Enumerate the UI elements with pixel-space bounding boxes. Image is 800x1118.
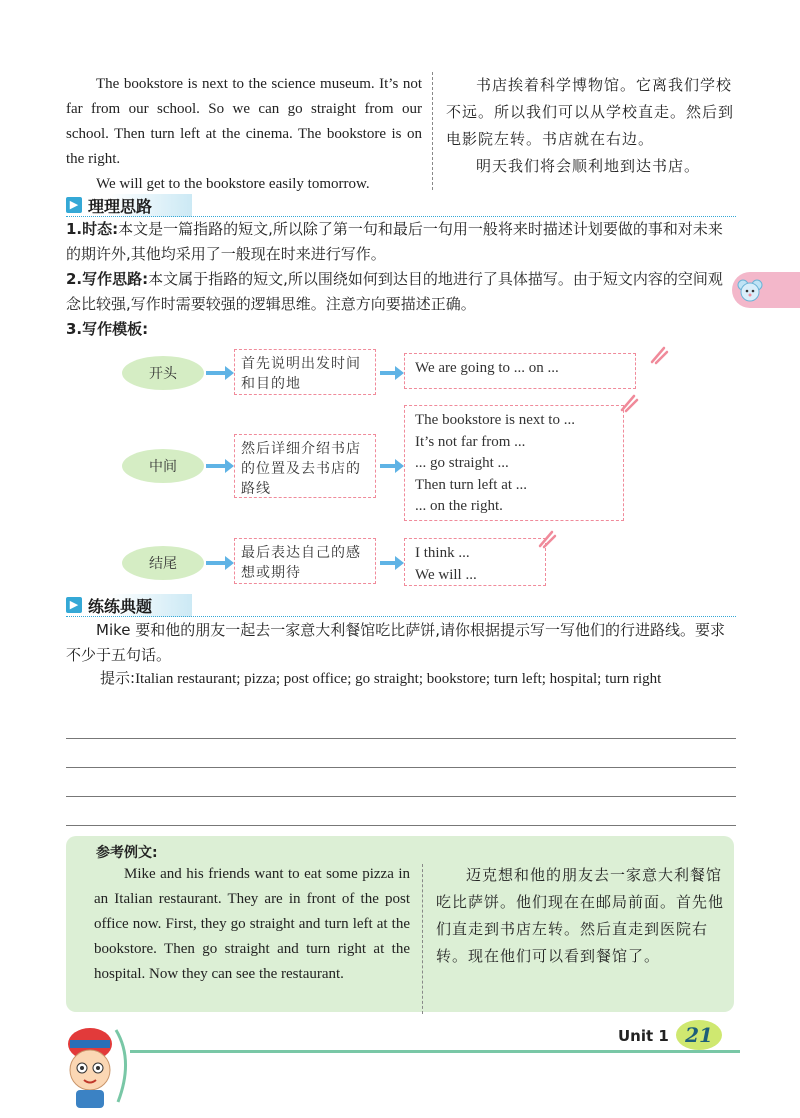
template-phrase: The bookstore is next to ... [415,412,575,428]
section-heading-think [66,194,192,216]
mouse-icon [736,276,764,304]
template-phrase: It’s not far from ... [415,433,526,450]
sample-chinese [436,862,726,970]
practice-prompt [66,618,736,668]
writing-line[interactable] [66,825,736,826]
hint-text: Italian restaurant; pizza; post office; go straight; bookstore; turn left; hospital; turn right [135,671,662,687]
writing-line[interactable] [66,738,736,739]
stage-ending: 结尾 [122,546,204,580]
think-item-2-label: 2.写作思路: [66,270,149,288]
top-english-paragraph-2: We will get to the bookstore easily tomorrow. [96,176,370,192]
sample-english [94,862,410,987]
think-item-1-label: 1.时态: [66,220,119,238]
top-divider [432,72,433,190]
arrow-right-icon [380,561,396,565]
arrow-right-icon [206,464,226,468]
section-title-think: 理理思路 [88,194,192,217]
arrow-right-icon [206,561,226,565]
think-content [66,217,736,342]
template-phrase: ... on the right. [415,498,503,514]
top-passage-chinese [446,72,736,180]
stage-opening-english [404,353,636,389]
template-phrase: ... go straight ... [415,455,509,471]
top-chinese-paragraph-2: 明天我们将会顺利地到达书店。 [476,157,701,175]
sample-chinese-text: 迈克想和他的朋友去一家意大利餐馆吃比萨饼。他们现在在邮局前面。首先他们直走到书店左转。然后直走到医院右转。现在他们可以看到餐馆了。 [436,866,725,965]
chevron-right-icon: ▶ [66,197,82,213]
template-phrase: We will ... [415,566,477,583]
stage-middle-english [404,405,624,521]
stage-middle: 中间 [122,449,204,483]
think-item-2 [66,267,736,317]
chevron-right-icon: ▶ [66,597,82,613]
stage-ending-description: 最后表达自己的感想或期待 [234,538,376,584]
arrow-right-icon [380,371,396,375]
think-item-3-label: 3.写作模板: [66,320,149,338]
top-passage-english [66,72,422,197]
writing-line[interactable] [66,796,736,797]
think-item-1-text: 本文是一篇指路的短文,所以除了第一句和最后一句用一般将来时描述计划要做的事和对未来的期许外,其他均采用了一般现在时来进行写作。 [66,220,723,263]
stage-opening: 开头 [122,356,204,390]
sample-divider [422,864,423,1014]
paperclip-icon [648,344,670,366]
practice-hint [100,666,736,692]
section-title-practice: 练练典题 [88,594,192,617]
template-phrase: I think ... [415,545,470,561]
stage-opening-description: 首先说明出发时间和目的地 [234,349,376,395]
page-number: 21 [676,1020,722,1050]
cartoon-mascot-icon [56,1010,136,1110]
think-item-3 [66,317,736,342]
hint-label: 提示: [100,669,136,687]
top-chinese-paragraph-1: 书店挨着科学博物馆。它离我们学校不远。所以我们可以从学校直走。然后到电影院左转。书店就在右边。 [446,76,735,148]
template-phrase: We are going to ... on ... [415,360,559,376]
template-phrase: Then turn left at ... [415,476,528,493]
sample-title: 参考例文: [96,845,158,861]
unit-label: Unit 1 [618,1027,669,1045]
stage-middle-description: 然后详细介绍书店的位置及去书店的路线 [234,434,376,498]
arrow-right-icon [380,464,396,468]
sample-english-text: Mike and his friends want to eat some pizza in an Italian restaurant. They are in front of the post office now. First, they go straight and turn left at the bookstore. Then go straight and turn right at the hospital. Now they can see the restaurant. [94,866,410,982]
writing-line[interactable] [66,767,736,768]
stage-ending-english [404,538,546,586]
section-heading-practice [66,594,192,616]
section-rule-practice [66,616,736,617]
arrow-right-icon [206,371,226,375]
footer-rule [130,1050,740,1053]
think-item-2-text: 本文属于指路的短文,所以围绕如何到达目的地进行了具体描写。由于短文内容的空间观念比较强,写作时需要较强的逻辑思维。注意方向要描述正确。 [66,270,723,313]
top-english-paragraph-1: The bookstore is next to the science museum. It’s not far from our school. So we can go straight from our school. Then turn left at the cinema. The bookstore is on the right. [66,76,422,167]
side-tab [732,272,800,308]
think-item-1 [66,217,736,267]
paperclip-icon [536,528,558,550]
paperclip-icon [618,392,640,414]
practice-prompt-text: Mike 要和他的朋友一起去一家意大利餐馆吃比萨饼,请你根据提示写一写他们的行进路线。要求不少于五句话。 [66,621,726,664]
